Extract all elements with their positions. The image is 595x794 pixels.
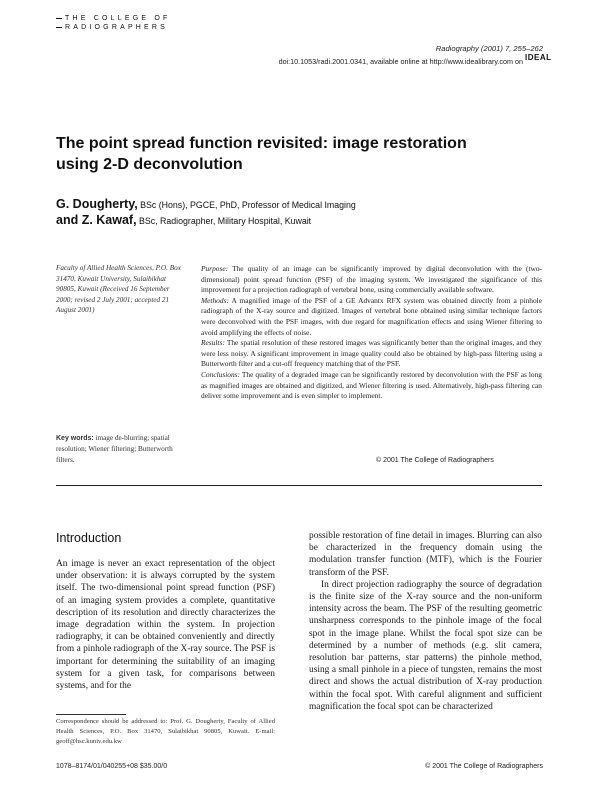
keywords-text: image de-blurring; spatial resolution; Wiener filtering; Butterworth filters. (56, 434, 173, 464)
col2-paragraph-2: In direct projection radiography the source of degradation is the finite size of the X-ray source and the non-uniform intensity across the beam. The PSF of the resulting geometric unsharpness corresponds to the pinhole image of the focal spot in the image plane. Whilst the focal spot size can be determined by a number of methods (e.g. slit camera, resolution bar patterns, star patterns) the pinhole method, using a small pinhole in a piece of tungsten, remains the most direct and shows the actual distribution of X-ray production within the focal spot. With careful alignment and sufficient magnification the focal spot can be characterized (309, 579, 542, 712)
author-1-name: G. Dougherty, (56, 197, 138, 211)
abstract (201, 264, 542, 402)
introduction-heading: Introduction (56, 531, 122, 545)
ideal-logo: IDEAL (525, 53, 552, 62)
body-column-2 (309, 530, 542, 713)
section-divider (56, 485, 542, 486)
footnote-rule (56, 714, 126, 715)
author-1-credentials: BSc (Hons), PGCE, PhD, Professor of Medical Imaging (137, 200, 356, 210)
article-title: The point spread function revisited: image restoration using 2-D deconvolution (56, 135, 467, 173)
author-2-name: and Z. Kawaf, (56, 213, 137, 227)
logo-line-2: RADIOGRAPHERS (65, 24, 169, 31)
abstract-results: Results: The spatial resolution of these restored images was significantly better than the original images, and they were less noisy. A significant improvement in image quality could also be obtained by high-pass filtering using a Butterworth filter and a cut-off frequency matching that of the PSF. (201, 338, 542, 369)
footer-issn: 1078–8174/01/040255+08 $35.00/0 (56, 763, 168, 770)
abstract-conclusions: Conclusions: The quality of a degraded image can be significantly restored by deconvolution with the PSF as long as magnified images are obtained and digitized, and Wiener filtering is used. Alternatively, high-pass filtering can deliver some improvement and is even simpler to implement. (201, 369, 542, 401)
abstract-purpose: Purpose: The quality of an image can be significantly improved by digital deconvolution with the (two-dimensional) point spread function (PSF) of the imaging system. We investigated the significance of this improvement for a projection radiograph of vertebral bone, using commercially available software. (201, 264, 542, 295)
col2-paragraph-1: possible restoration of fine detail in images. Blurring can also be characterized in the frequency domain using the modulation transfer function (MTF), which is the Fourier transform of the PSF. (309, 531, 542, 578)
correspondence-footnote: Correspondence should be addressed to: Prof. G. Dougherty, Faculty of Allied Health Sciences, P.O. Box 31470, Sulaibikhat 90805, Kuwait. E-mail: geoff@hsc.kuniv.edu.kw (56, 718, 275, 746)
body-column-1: An image is never an exact representation of the object under observation: it is always corrupted by the system itself. The two-dimensional point spread function (PSF) of an imaging system provides a complete, quantitative description of its resolution and directly characterizes the image degradation within the system. In projection radiography, it can be obtained conveniently and directly from a pinhole radiograph of the X-ray source. The PSF is important for determining the suitability of an imaging system for a given task, for comparisons between systems, and for the (56, 559, 275, 692)
author-2-credentials: BSc, Radiographer, Military Hospital, Kuwait (136, 216, 312, 226)
doi-line[interactable]: doi:10.1053/radi.2001.0341, available online at http://www.idealibrary.com on (278, 57, 523, 66)
author-2 (56, 213, 311, 227)
keywords-label: Key words: (56, 435, 94, 442)
abstract-methods: Methods: A magnified image of the PSF of a GE Advantx RFX system was obtained directly from a pinhole radiograph of the X-ray source and digitized. Images of vertebral bone obtained using similar technique factors were deconvolved with the PSF images, with due regard for magnification effects and using Wiener filtering to avoid amplifying the effects of noise. (201, 295, 542, 337)
college-logo (56, 14, 170, 32)
author-1 (56, 197, 356, 211)
keywords (56, 433, 186, 465)
abstract-copyright: © 2001 The College of Radiographers (376, 457, 494, 464)
journal-reference: Radiography (2001) 7, 255–262 (435, 44, 543, 53)
logo-line-1: THE COLLEGE OF (65, 15, 171, 22)
affiliation: Faculty of Allied Health Sciences, P.O. Box 31470, Kuwait University, Sulaibikhat 90805, Kuwait (Received 16 September 2000; revised 2 July 2001; accepted 21 August 2001) (56, 264, 181, 314)
footer-copyright: © 2001 The College of Radiographers (425, 763, 543, 770)
